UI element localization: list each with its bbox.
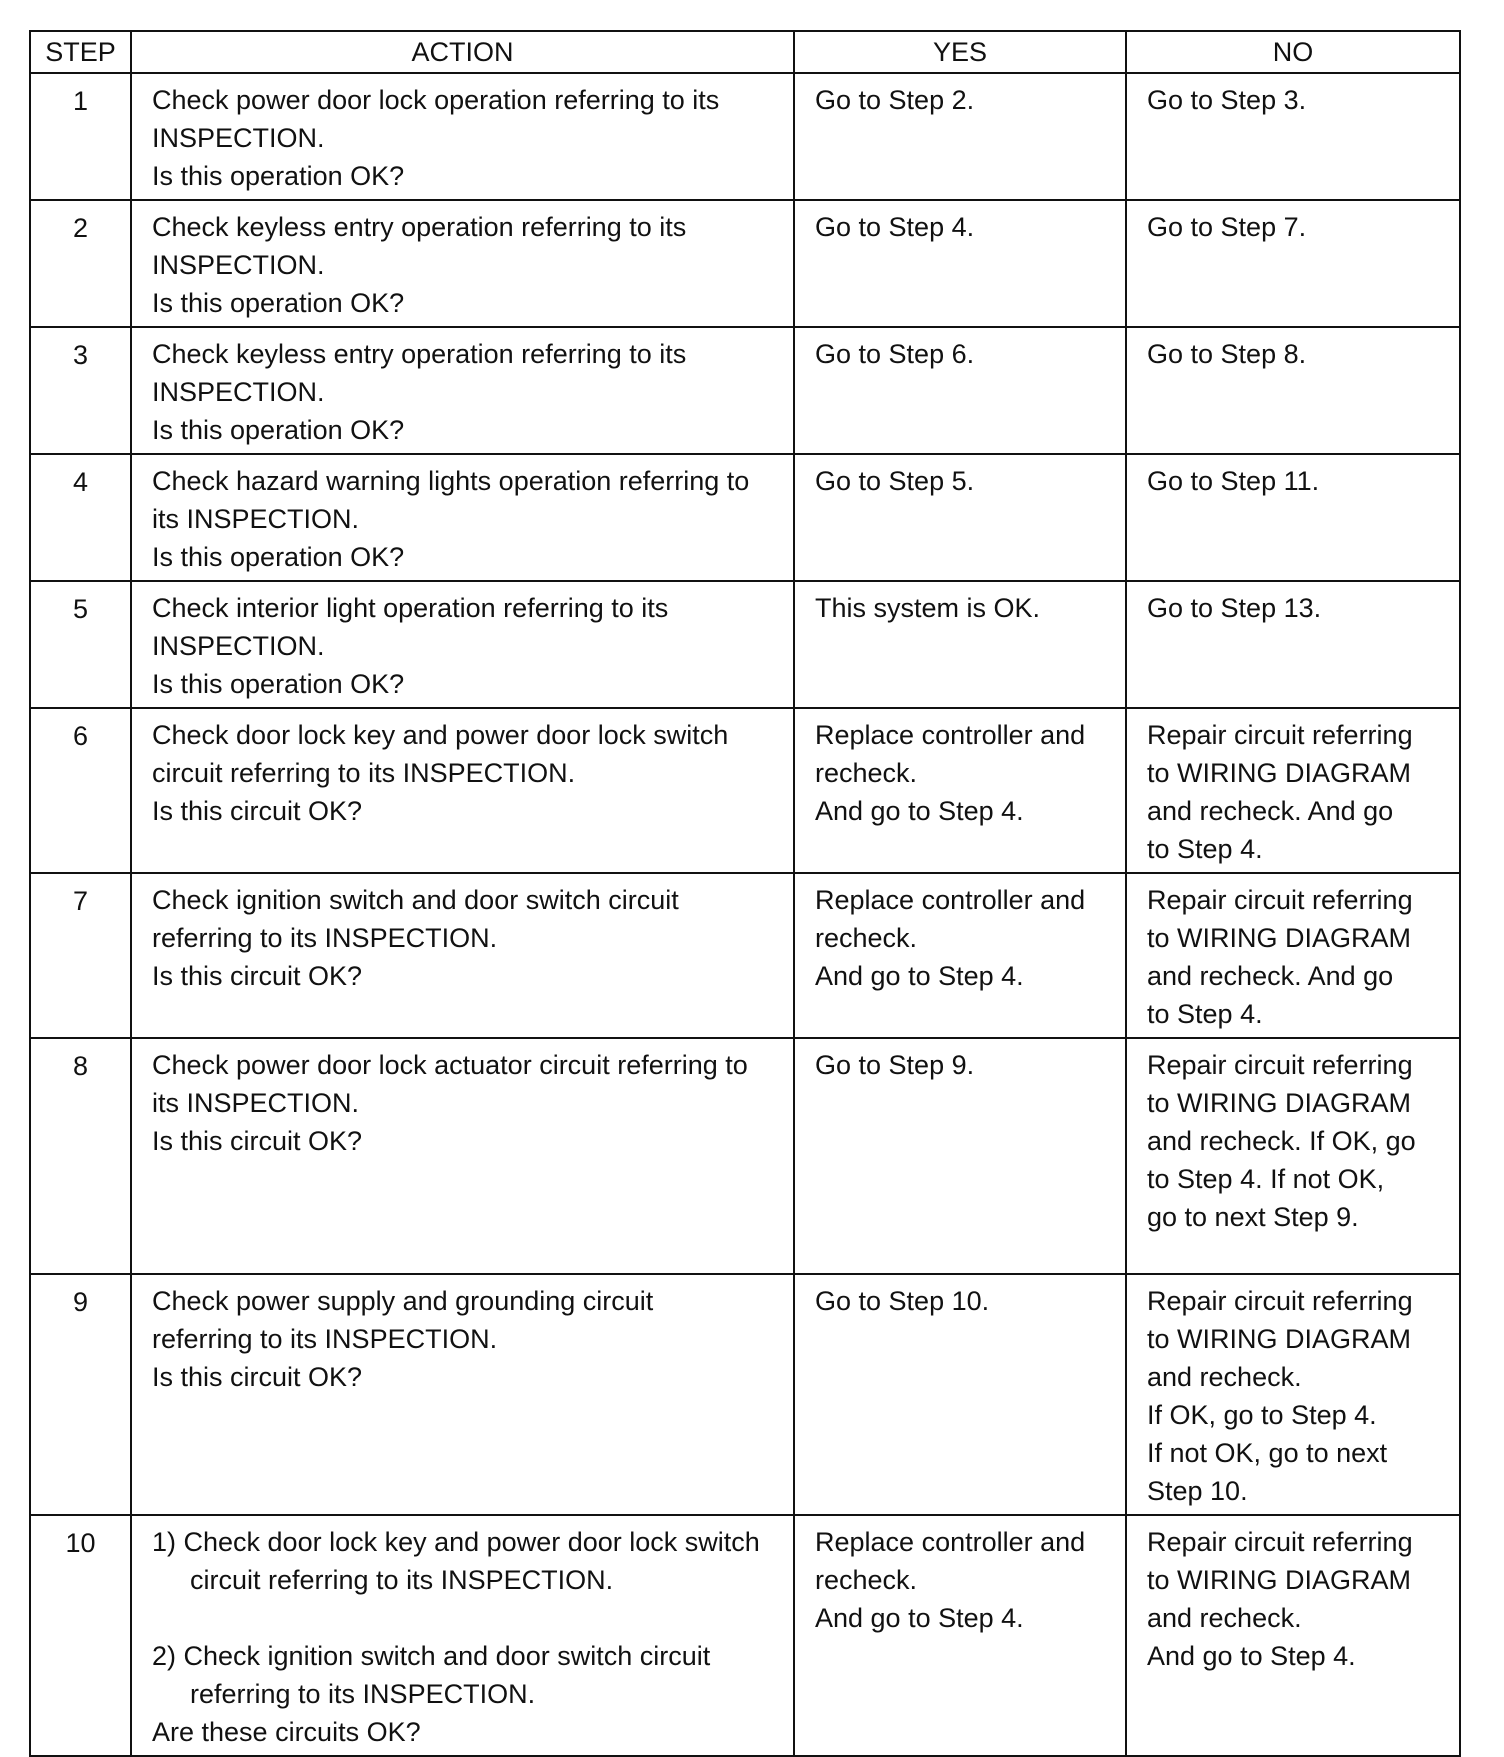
no-line: to WIRING DIAGRAM [1147,923,1412,953]
step-number: 9 [30,1274,131,1515]
no-line: go to next Step 9. [1147,1202,1359,1232]
action-line: Is this operation OK? [152,161,405,191]
step-number: 2 [30,200,131,327]
no-cell [1126,708,1460,873]
action-line: Is this circuit OK? [152,1362,363,1392]
step-number: 6 [30,708,131,873]
header-yes: YES [794,31,1126,73]
yes-line: Go to Step 9. [815,1050,975,1080]
yes-cell [794,581,1126,708]
table-row [30,708,1460,873]
step-number: 8 [30,1038,131,1274]
no-line: to Step 4. [1147,834,1263,864]
table-row [30,454,1460,581]
action-line: Is this operation OK? [152,669,405,699]
yes-line: This system is OK. [815,593,1041,623]
action-line: Check keyless entry operation referring to its [152,339,687,369]
yes-cell [794,708,1126,873]
action-line: Check power supply and grounding circuit [152,1286,654,1316]
action-line: INSPECTION. [152,250,325,280]
no-line: Go to Step 3. [1147,85,1307,115]
no-line: and recheck. And go [1147,961,1394,991]
no-cell [1126,327,1460,454]
yes-cell [794,200,1126,327]
no-line: Repair circuit referring [1147,1050,1413,1080]
yes-line: Go to Step 4. [815,212,975,242]
yes-cell [794,873,1126,1038]
troubleshooting-table [29,30,1461,1757]
table-row [30,1038,1460,1274]
no-cell [1126,1274,1460,1515]
action-line: Is this circuit OK? [152,961,363,991]
no-line: Go to Step 13. [1147,593,1322,623]
no-line: to WIRING DIAGRAM [1147,758,1412,788]
action-line: Check power door lock operation referring to its [152,85,720,115]
no-line: Go to Step 7. [1147,212,1307,242]
yes-line: recheck. [815,758,918,788]
yes-cell [794,1274,1126,1515]
table-row [30,1515,1460,1756]
yes-cell [794,454,1126,581]
yes-line: And go to Step 4. [815,796,1024,826]
action-line: Check hazard warning lights operation referring to [152,466,750,496]
action-line: INSPECTION. [152,631,325,661]
action-subitem-2: 2) Check ignition switch and door switch circuit referring to its INSPECTION. [152,1641,711,1709]
yes-line: Replace controller and [815,1527,1086,1557]
action-cell [131,581,794,708]
yes-cell [794,1038,1126,1274]
action-line: Check ignition switch and door switch circuit [152,885,679,915]
yes-cell [794,73,1126,200]
action-line: Check interior light operation referring to its [152,593,669,623]
no-line: Repair circuit referring [1147,720,1413,750]
header-row [30,31,1460,73]
action-line: referring to its INSPECTION. [152,1324,498,1354]
table-row [30,200,1460,327]
yes-cell [794,1515,1126,1756]
header-action: ACTION [131,31,794,73]
no-cell [1126,873,1460,1038]
no-cell [1126,1038,1460,1274]
action-cell [131,708,794,873]
step-number: 7 [30,873,131,1038]
step-number: 5 [30,581,131,708]
action-cell [131,1515,794,1756]
action-subitem-1: 1) Check door lock key and power door lock switch circuit referring to its INSPECTION. [152,1527,760,1595]
no-line: to WIRING DIAGRAM [1147,1565,1412,1595]
action-line: circuit referring to its INSPECTION. [152,758,576,788]
action-cell [131,873,794,1038]
no-line: Go to Step 8. [1147,339,1307,369]
yes-line: Replace controller and [815,885,1086,915]
header-no: NO [1126,31,1460,73]
action-cell [131,327,794,454]
no-line: If not OK, go to next [1147,1438,1388,1468]
action-cell [131,454,794,581]
no-line: Repair circuit referring [1147,1527,1413,1557]
yes-line: Go to Step 6. [815,339,975,369]
yes-line: Go to Step 2. [815,85,975,115]
no-cell [1126,581,1460,708]
yes-line: And go to Step 4. [815,1603,1024,1633]
no-cell [1126,200,1460,327]
no-line: to Step 4. [1147,999,1263,1029]
step-number: 10 [30,1515,131,1756]
yes-line: Replace controller and [815,720,1086,750]
action-line: Is this operation OK? [152,542,405,572]
no-line: Repair circuit referring [1147,1286,1413,1316]
no-line: to Step 4. If not OK, [1147,1164,1385,1194]
action-cell [131,1038,794,1274]
action-line: Check door lock key and power door lock switch [152,720,729,750]
table-row [30,1274,1460,1515]
yes-line: Go to Step 5. [815,466,975,496]
action-line: referring to its INSPECTION. [152,923,498,953]
no-line: and recheck. And go [1147,796,1394,826]
step-number: 4 [30,454,131,581]
action-line: Is this circuit OK? [152,796,363,826]
action-line: Is this circuit OK? [152,1126,363,1156]
header-step: STEP [30,31,131,73]
action-line: Check keyless entry operation referring to its [152,212,687,242]
no-line: Go to Step 11. [1147,466,1320,496]
yes-line: recheck. [815,1565,918,1595]
no-cell [1126,1515,1460,1756]
no-line: to WIRING DIAGRAM [1147,1088,1412,1118]
step-number: 1 [30,73,131,200]
no-line: If OK, go to Step 4. [1147,1400,1377,1430]
no-line: Repair circuit referring [1147,885,1413,915]
action-spacer [152,1599,787,1637]
action-cell [131,1274,794,1515]
action-line: its INSPECTION. [152,504,360,534]
yes-line: And go to Step 4. [815,961,1024,991]
table-row [30,873,1460,1038]
table-row [30,327,1460,454]
action-line: Is this operation OK? [152,288,405,318]
no-line: to WIRING DIAGRAM [1147,1324,1412,1354]
no-cell [1126,73,1460,200]
no-line: and recheck. [1147,1603,1302,1633]
action-line: Is this operation OK? [152,415,405,445]
action-question: Are these circuits OK? [152,1717,421,1747]
step-number: 3 [30,327,131,454]
action-line: its INSPECTION. [152,1088,360,1118]
no-line: and recheck. [1147,1362,1302,1392]
action-cell [131,200,794,327]
no-line: Step 10. [1147,1476,1248,1506]
action-cell [131,73,794,200]
yes-cell [794,327,1126,454]
no-cell [1126,454,1460,581]
yes-line: recheck. [815,923,918,953]
yes-line: Go to Step 10. [815,1286,990,1316]
table-row [30,581,1460,708]
no-line: and recheck. If OK, go [1147,1126,1416,1156]
action-line: Check power door lock actuator circuit referring to [152,1050,748,1080]
action-line: INSPECTION. [152,377,325,407]
no-line: And go to Step 4. [1147,1641,1356,1671]
table-row [30,73,1460,200]
action-line: INSPECTION. [152,123,325,153]
